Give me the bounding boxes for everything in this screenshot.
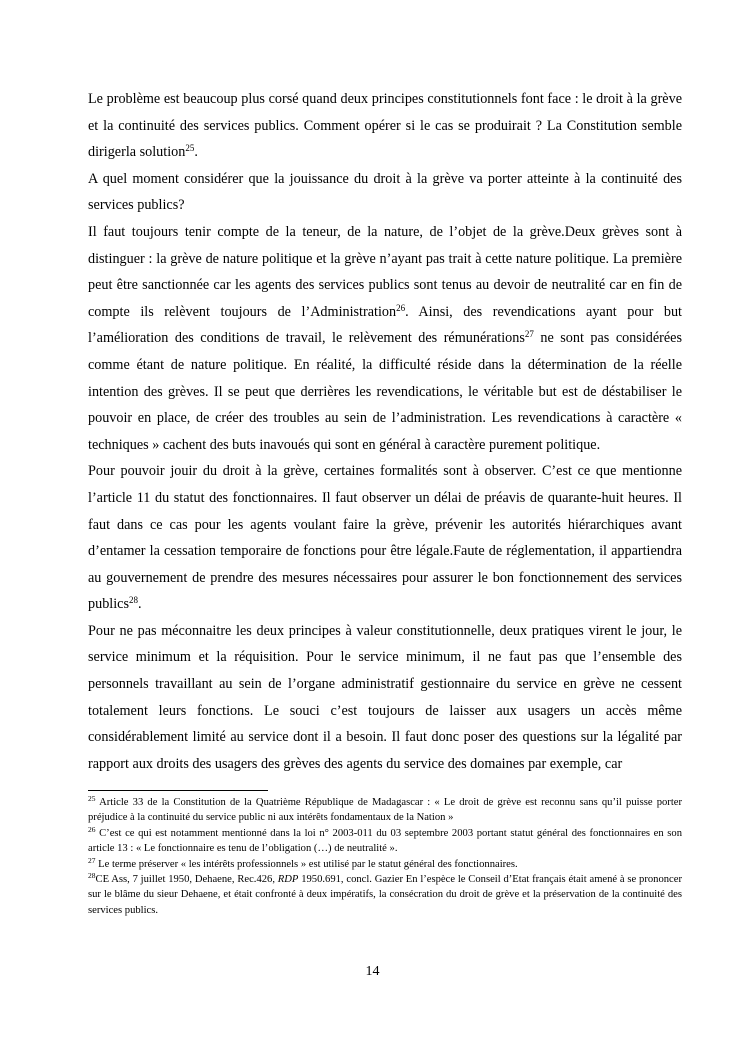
footnote-number: 28	[88, 871, 96, 881]
footnotes	[88, 795, 682, 918]
paragraph-1: Le problème est beaucoup plus corsé quand deux principes constitutionnels font face : le droit à la grève et la continuité des services publics. Comment opérer si le cas se produirait ? La Constitution semble dirigerla solution$^{25}$.	[88, 91, 682, 161]
footnote-separator	[88, 790, 268, 791]
journal-abbrev: RDP	[277, 874, 299, 886]
footnote-27: $^{27}$ Le terme préserver « les intérêts professionnels » est utilisé par le statut général des fonctionnaires.	[88, 855, 518, 870]
footnote-28: $^{28}$CE Ass, 7 juillet 1950, Dehaene, Rec.426, RDP 1950.691, concl. Gazier En l’espèce le Conseil d’Etat français était amené à se prononcer sur le blâme du sieur Dehaene, et était confronté à deux impératifs, la consécration du droit de grève et la préservation de la continuité des services publics.	[88, 871, 682, 916]
footnote-ref-28[interactable]: 28	[128, 595, 138, 606]
body-text	[88, 86, 682, 777]
footnote-ref-26[interactable]: 26	[396, 302, 406, 313]
footnote-25: $^{25}$ Article 33 de la Constitution de la Quatrième République de Madagascar : « Le droit de grève est reconnu sans qu’il puisse porter préjudice à la continuité du service public ni aux intérêts fondamentaux de la Nation »	[88, 794, 682, 824]
footnote-number: 25	[88, 794, 96, 803]
paragraph-5: Pour ne pas méconnaitre les deux principes à valeur constitutionnelle, deux pratiques virent le jour, le service minimum et la réquisition. Pour le service minimum, il ne faut pas que l’ensemble des personnels travaillant au sein de l’organe administratif gestionnaire du service en grève ne cessent totalement leurs fonctions. Le souci c’est toujours de laisser aux usagers un accès même considérablement limité au service dont il a besoin. Il faut donc poser des questions sur la légalité par rapport aux droits des usagers des grèves des agents du service des domaines par exemple, car	[88, 622, 682, 772]
footnote-ref-27[interactable]: 27	[524, 329, 534, 340]
footnote-ref-25[interactable]: 25	[185, 143, 195, 154]
footnote-26: $^{26}$ C’est ce qui est notamment mentionné dans la loi n° 2003-011 du 03 septembre 2003 portant statut général des fonctionnaires en son article 13 : « Le fonctionnaire es tenu de l’obligation (…) de neutralité ».	[88, 824, 682, 855]
footnote-number: 27	[88, 855, 96, 865]
paragraph-4: Pour pouvoir jouir du droit à la grève, certaines formalités sont à observer. C’est ce que mentionne l’article 11 du statut des fonctionnaires. Il faut observer un délai de préavis de quarante-huit heures. Il faut dans ce cas pour les agents voulant faire la grève, prévenir les autorités hiérarchiques avant d’entamer la cessation temporaire de fonctions pour être légale.Faute de réglementation, il appartiendra au gouvernement de prendre des mesures nécessaires pour assurer le bon fonctionnement des services publics$^{28}$.	[88, 463, 682, 613]
paragraph-3: Il faut toujours tenir compte de la teneur, de la nature, de l’objet de la grève.Deux grèves sont à distinguer : la grève de nature politique et la grève n’ayant pas trait à cette nature politique. La première peut être sanctionnée car les agents des services publics sont tenus au devoir de neutralité car en fin de compte ils relèvent toujours de l’Administration$^{26}$. Ainsi, des revendications ayant pour but l’amélioration des conditions de travail, le relèvement des rémunérations$^{27}$ ne sont pas considérées comme étant de nature politique. En réalité, la difficulté réside dans la détermination de la réelle intention des grèves. Il se peut que derrières les revendications, le véritable but est de déstabiliser le pouvoir en place, de créer des troubles au sein de l’administration. Les revendications à caractère « techniques » cachent des buts inavoués qui sont en général à caractère purement politique.	[88, 223, 682, 453]
footnote-number: 26	[88, 824, 96, 834]
paragraph-2: A quel moment considérer que la jouissance du droit à la grève va porter atteinte à la continuité des services publics?	[88, 170, 682, 214]
page-number: 14	[365, 964, 380, 979]
